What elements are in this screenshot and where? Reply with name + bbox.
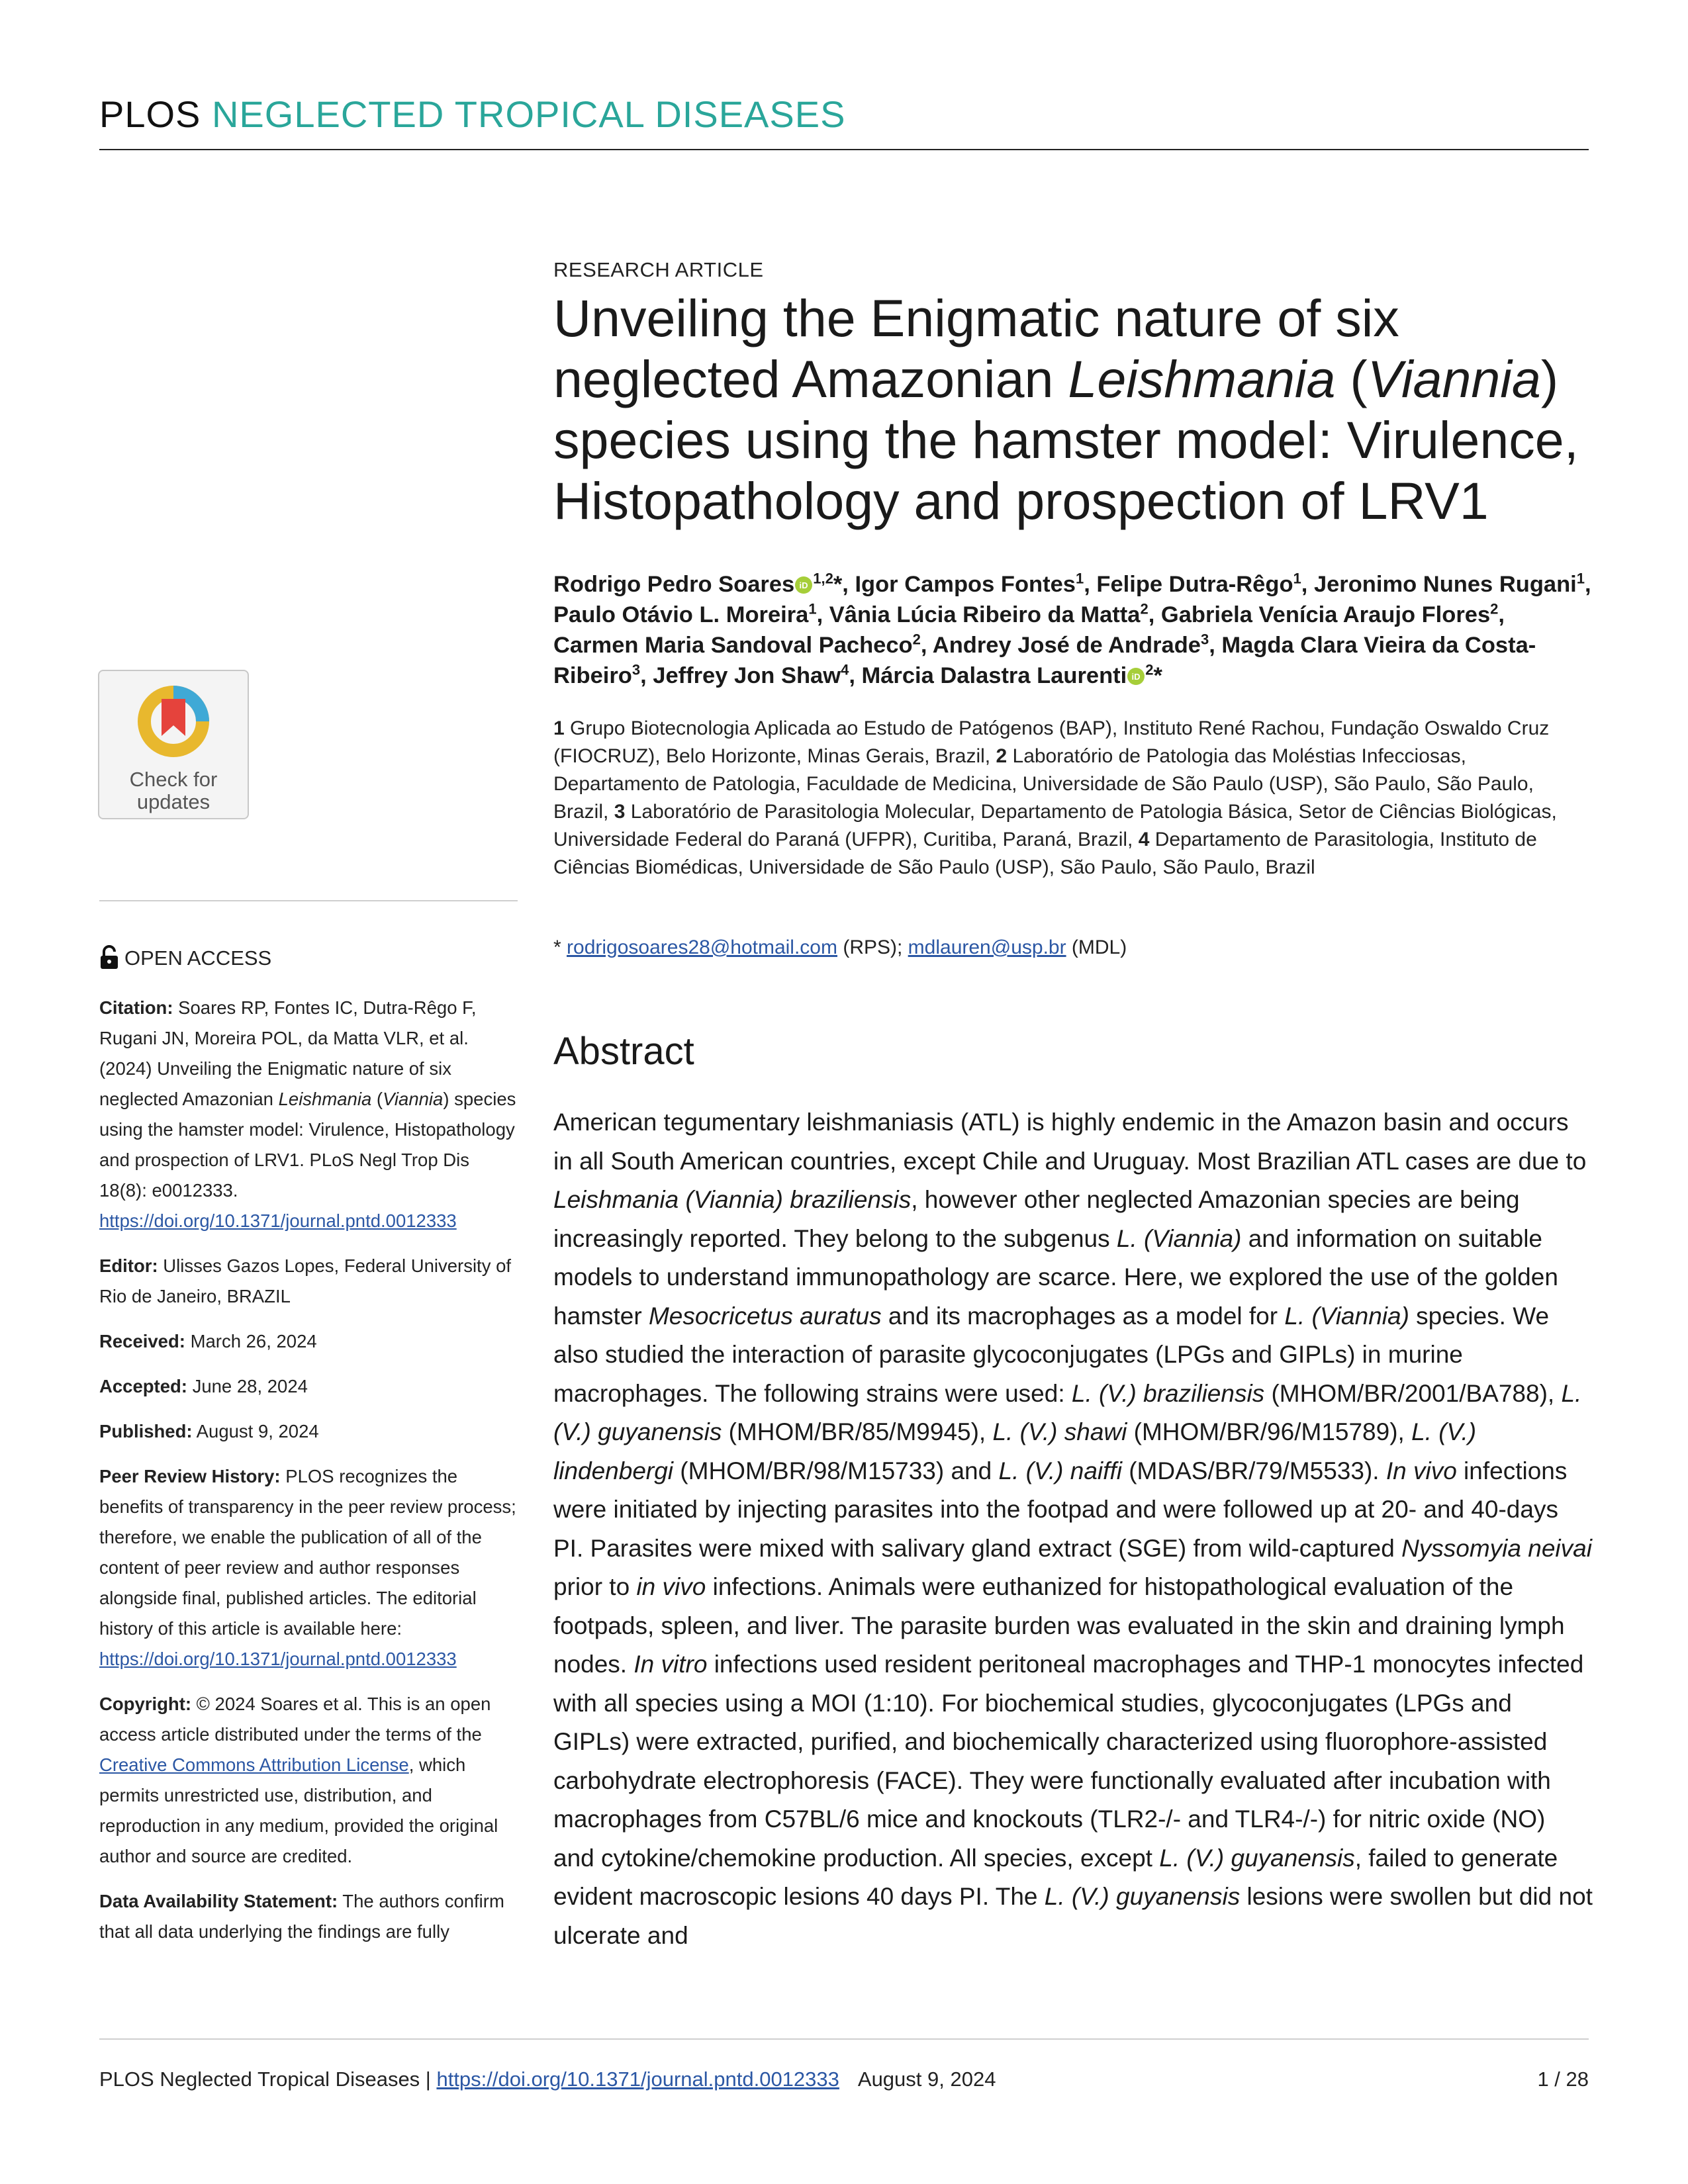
abstract-text: infections were initiated by injecting parasites into the footpad and were followed up at 20- and 40-days PI. Parasites were mixed with salivary gland extract (SGE) from wild-captured xyxy=(553,1457,1568,1562)
abstract-italic-term: in vivo xyxy=(636,1573,706,1600)
author-affiliation-marker: 2 xyxy=(912,631,921,648)
header-divider xyxy=(99,149,1589,150)
author-affiliation-marker: 1,2 xyxy=(813,570,833,587)
footer-citation xyxy=(99,2068,996,2091)
author-affiliation-marker: 3 xyxy=(1200,631,1209,648)
author-name: Andrey José de Andrade xyxy=(932,633,1201,658)
abstract-text: American tegumentary leishmaniasis (ATL) is highly endemic in the Amazon basin and occurs in all South American countries, except Chile and Uruguay. Most Brazilian ATL cases are due to xyxy=(553,1109,1587,1175)
journal-plos-wordmark: PLOS xyxy=(99,93,201,135)
journal-header xyxy=(99,93,845,136)
citation-genus: Leishmania xyxy=(278,1089,372,1109)
affiliation-text: Laboratório de Parasitologia Molecular, Departamento de Patologia Básica, Setor de Ciências Biológicas, Universidade Federal do Paraná (UFPR), Curitiba, Paraná, Brazil, xyxy=(553,801,1557,850)
abstract-text: and information on suitable models to understand immunopathology are scarce. Here, we explored the use of the golden hamster xyxy=(553,1224,1558,1330)
affiliation-text: Laboratório de Patologia das Moléstias Infecciosas, Departamento de Patologia, Faculdade de Medicina, Universidade de São Paulo (USP), São Paulo, São Paulo, Brazil, xyxy=(553,745,1534,823)
author-separator: , xyxy=(1585,572,1591,597)
author-name: Vânia Lúcia Ribeiro da Matta xyxy=(829,602,1141,627)
affiliation-number: 4 xyxy=(1138,829,1150,850)
page-number: 1 / 28 xyxy=(1537,2068,1589,2091)
abstract-text: infections. Animals were euthanized for histopathological evaluation of the footpads, spleen, and liver. The parasite burden was evaluated in the skin and draining lymph nodes. xyxy=(553,1573,1565,1678)
author-separator: , xyxy=(1301,572,1314,597)
title-subgenus: Viannia xyxy=(1367,349,1541,408)
abstract-text: (MHOM/BR/2001/BA788), xyxy=(1264,1379,1562,1407)
svg-text:iD: iD xyxy=(799,580,808,590)
copyright-text: © 2024 Soares et al. This is an open access article distributed under the terms of the xyxy=(99,1694,491,1745)
author-separator: , xyxy=(849,663,862,688)
peer-review-block xyxy=(99,1461,520,1674)
author-name: Igor Campos Fontes xyxy=(855,572,1076,597)
citation-text: ( xyxy=(371,1089,383,1109)
author-separator: , xyxy=(640,663,653,688)
initials-mdl: (MDL) xyxy=(1066,936,1127,958)
abstract-italic-term: L. (V.) guyanensis xyxy=(1159,1844,1355,1872)
affiliation-number: 2 xyxy=(996,745,1008,767)
citation-text: ) species using the hamster model: Virulence, Histopathology and prospection of LRV1. PLoS Negl Trop Dis 18(8): e0012333. xyxy=(99,1089,516,1201)
orcid-icon[interactable] xyxy=(794,576,813,594)
abstract-italic-term: L. (V.) guyanensis xyxy=(1044,1883,1241,1910)
citation-block xyxy=(99,993,520,1236)
copyright-label: Copyright: xyxy=(99,1694,192,1714)
author-name: Carmen Maria Sandoval Pacheco xyxy=(553,633,913,658)
abstract-italic-term: L. (V.) guyanensis xyxy=(553,1379,1582,1445)
abstract-text: (MHOM/BR/98/M15733) and xyxy=(673,1457,999,1484)
abstract-text: and its macrophages as a model for xyxy=(881,1302,1285,1330)
data-availability-label: Data Availability Statement: xyxy=(99,1891,338,1911)
author-name: Márcia Dalastra Laurenti xyxy=(861,663,1127,688)
author-affiliation-marker: 3 xyxy=(632,661,641,678)
footer-journal: PLOS Neglected Tropical Diseases | xyxy=(99,2068,437,2091)
received-date: March 26, 2024 xyxy=(185,1331,317,1351)
abstract-text: infections used resident peritoneal macrophages and THP-1 monocytes infected with all species using a MOI (1:10). For biochemical studies, glycoconjugates (LPGs and GIPLs) were extracted, purified, and biochemically characterized using fluorophore-assisted carbohydrate electrophoresis (FACE). They were functionally evaluated after incubation with macrophages from C57BL/6 mice and knockouts (TLR2-/- and TLR4-/-) for nitric oxide (NO) and cytokine/chemokine production. All species, except xyxy=(553,1651,1584,1872)
received-block xyxy=(99,1326,520,1357)
author-affiliation-marker: 4 xyxy=(841,661,849,678)
accepted-date: June 28, 2024 xyxy=(187,1376,308,1396)
corresponding-author-marker: * xyxy=(833,572,843,597)
author-affiliation-marker: 1 xyxy=(1075,570,1084,587)
abstract-text: , however other neglected Amazonian species are being increasingly reported. They belong to the subgenus xyxy=(553,1186,1520,1252)
peer-review-text: PLOS recognizes the benefits of transparency in the peer review process; therefore, we enable the publication of all of the content of peer review and author responses alongside final, published articles. The editorial history of this article is available here: xyxy=(99,1466,516,1639)
author-name: Rodrigo Pedro Soares xyxy=(553,572,795,597)
affiliation-number: 3 xyxy=(614,801,626,823)
author-name: Jeffrey Jon Shaw xyxy=(653,663,841,688)
affiliation-text: Departamento de Parasitologia, Instituto de Ciências Biomédicas, Universidade de São Paulo (USP), São Paulo, São Paulo, Brazil xyxy=(553,829,1537,878)
title-text: ( xyxy=(1335,349,1368,408)
author-name: Felipe Dutra-Rêgo xyxy=(1096,572,1293,597)
data-availability-text: The authors confirm that all data underlying the findings are fully xyxy=(99,1891,504,1942)
corresponding-author-marker: * xyxy=(1153,663,1162,688)
open-access-badge xyxy=(99,945,271,970)
author-name: Jeronimo Nunes Rugani xyxy=(1313,572,1577,597)
abstract-text: (MHOM/BR/85/M9945), xyxy=(722,1418,993,1445)
author-affiliation-marker: 1 xyxy=(808,600,817,617)
open-lock-icon xyxy=(99,945,119,970)
article-metadata-sidebar xyxy=(99,993,520,1962)
footer-divider xyxy=(99,2038,1589,2040)
abstract-text: (MHOM/BR/96/M15789), xyxy=(1127,1418,1412,1445)
abstract-italic-term: L. (V.) naiffi xyxy=(998,1457,1122,1484)
editor-label: Editor: xyxy=(99,1255,158,1276)
peer-review-link[interactable]: https://doi.org/10.1371/journal.pntd.0012333 xyxy=(99,1649,457,1669)
author-separator: , xyxy=(1148,602,1161,627)
author-separator: , xyxy=(816,602,829,627)
abstract-italic-term: L. (Viannia) xyxy=(1284,1302,1409,1330)
author-separator: , xyxy=(1084,572,1097,597)
data-availability-block xyxy=(99,1886,520,1947)
author-separator: , xyxy=(842,572,855,597)
sidebar-divider xyxy=(99,900,518,901)
author-affiliation-marker: 2 xyxy=(1140,600,1149,617)
copyright-block xyxy=(99,1689,520,1872)
author-list xyxy=(553,569,1593,691)
article-title xyxy=(553,288,1593,531)
abstract-italic-term: In vivo xyxy=(1385,1457,1457,1484)
check-for-updates-label: Check for updates xyxy=(129,768,218,813)
article-type: RESEARCH ARTICLE xyxy=(553,258,764,281)
journal-name: NEGLECTED TROPICAL DISEASES xyxy=(211,93,846,135)
citation-text: Soares RP, Fontes IC, Dutra-Rêgo F, Rugani JN, Moreira POL, da Matta VLR, et al. (2024) Unveiling the Enigmatic nature of six neglected Amazonian xyxy=(99,997,477,1109)
footer-date: August 9, 2024 xyxy=(857,2068,996,2091)
published-block xyxy=(99,1416,520,1447)
abstract-text: (MDAS/BR/79/M5533). xyxy=(1121,1457,1386,1484)
affiliation-list xyxy=(553,715,1593,882)
author-name: Magda Clara Vieira da Costa-Ribeiro xyxy=(553,633,1536,688)
peer-review-label: Peer Review History: xyxy=(99,1466,281,1486)
published-date: August 9, 2024 xyxy=(192,1421,319,1441)
author-name: Gabriela Venícia Araujo Flores xyxy=(1160,602,1491,627)
abstract-text: species. We also studied the interaction of parasite glycoconjugates (LPGs and GIPLs) in murine macrophages. The following strains were used: xyxy=(553,1302,1550,1407)
footer-doi-link[interactable]: https://doi.org/10.1371/journal.pntd.0012333 xyxy=(436,2068,839,2091)
license-link[interactable]: Creative Commons Attribution License xyxy=(99,1754,409,1775)
abstract-body xyxy=(553,1103,1593,1955)
author-affiliation-marker: 2 xyxy=(1490,600,1499,617)
abstract-italic-term: Leishmania (Viannia) braziliensis xyxy=(553,1186,912,1213)
received-label: Received: xyxy=(99,1331,185,1351)
published-label: Published: xyxy=(99,1421,193,1441)
accepted-block xyxy=(99,1371,520,1402)
citation-label: Citation: xyxy=(99,997,173,1018)
initials-rps: (RPS); xyxy=(837,936,908,958)
abstract-italic-term: L. (V.) lindenbergi xyxy=(553,1418,1477,1484)
abstract-text: prior to xyxy=(553,1573,637,1600)
check-for-updates-badge[interactable] xyxy=(98,670,249,819)
crossmark-icon xyxy=(134,682,213,761)
citation-doi-link[interactable]: https://doi.org/10.1371/journal.pntd.0012333 xyxy=(99,1210,457,1231)
accepted-label: Accepted: xyxy=(99,1376,187,1396)
orcid-icon[interactable] xyxy=(1127,667,1145,686)
abstract-text: lesions were swollen but did not ulcerate and xyxy=(553,1883,1593,1949)
abstract-italic-term: Mesocricetus auratus xyxy=(648,1302,882,1330)
author-affiliation-marker: 1 xyxy=(1293,570,1301,587)
correspondence-line xyxy=(553,936,1127,959)
author-separator: , xyxy=(1209,633,1222,658)
abstract-heading: Abstract xyxy=(553,1030,694,1073)
abstract-italic-term: L. (Viannia) xyxy=(1116,1224,1242,1252)
title-text: ) species using the hamster model: Virulence, Histopathology and prospection of LRV1 xyxy=(553,349,1579,530)
abstract-text: , failed to generate evident macroscopic lesions 40 days PI. The xyxy=(553,1844,1558,1910)
abstract-italic-term: In vitro xyxy=(633,1651,708,1678)
author-separator: , xyxy=(1498,602,1505,627)
author-affiliation-marker: 2 xyxy=(1145,661,1154,678)
author-name: Paulo Otávio L. Moreira xyxy=(553,602,809,627)
open-access-label: OPEN ACCESS xyxy=(124,946,272,970)
abstract-italic-term: Nyssomyia neivai xyxy=(1401,1534,1592,1562)
editor-block xyxy=(99,1251,520,1312)
abstract-italic-term: L. (V.) braziliensis xyxy=(1071,1379,1265,1407)
svg-text:iD: iD xyxy=(1131,672,1141,682)
title-text: Unveiling the Enigmatic nature of six neglected Amazonian xyxy=(553,289,1399,408)
affiliation-number: 1 xyxy=(553,717,565,739)
title-genus: Leishmania xyxy=(1068,349,1336,408)
author-affiliation-marker: 1 xyxy=(1576,570,1585,587)
email-link-mdl[interactable]: mdlauren@usp.br xyxy=(908,936,1066,958)
email-link-rps[interactable]: rodrigosoares28@hotmail.com xyxy=(567,936,837,958)
corresponding-star: * xyxy=(553,936,567,958)
copyright-text: , which permits unrestricted use, distribution, and reproduction in any medium, provided the original author and source are credited. xyxy=(99,1754,498,1866)
author-separator: , xyxy=(920,633,933,658)
citation-subgenus: Viannia xyxy=(383,1089,444,1109)
editor-text: Ulisses Gazos Lopes, Federal University of Rio de Janeiro, BRAZIL xyxy=(99,1255,512,1306)
abstract-italic-term: L. (V.) shawi xyxy=(992,1418,1127,1445)
affiliation-text: Grupo Biotecnologia Aplicada ao Estudo de Patógenos (BAP), Instituto René Rachou, Fundação Oswaldo Cruz (FIOCRUZ), Belo Horizonte, Minas Gerais, Brazil, xyxy=(553,717,1550,767)
